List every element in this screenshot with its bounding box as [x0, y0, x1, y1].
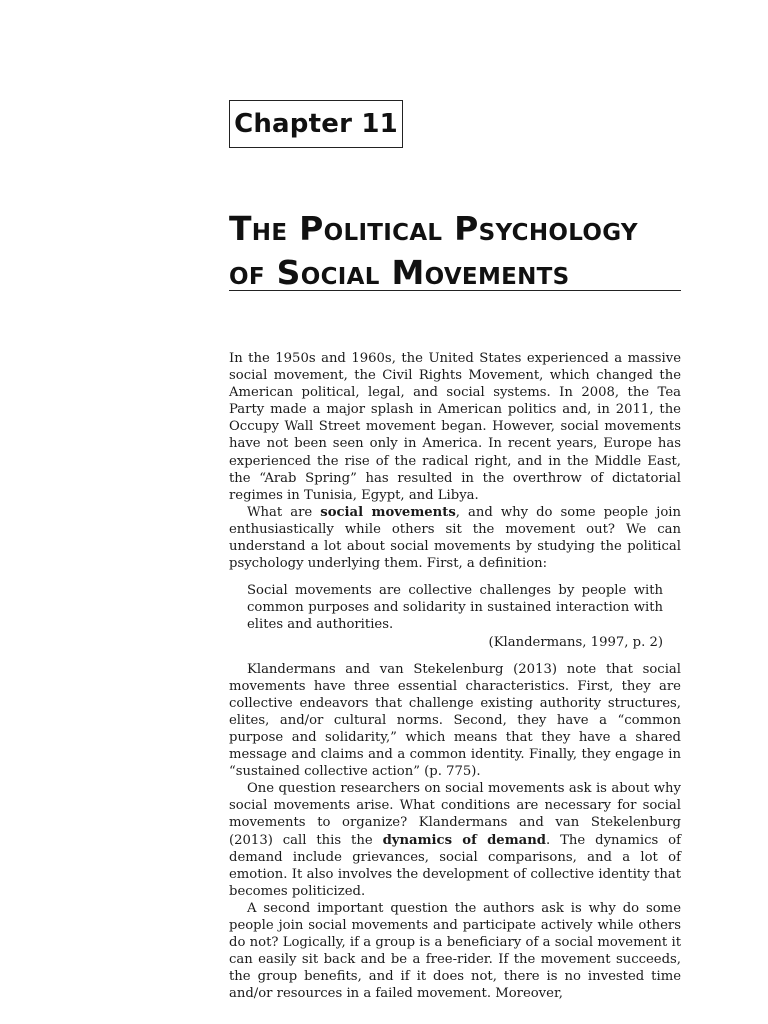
- paragraph-3: Klandermans and van Stekelenburg (2013) note that social movements have three essential characteristics. First, they are collective endeavors that challenge existing authority structures, elites, and/or cultural norms. Second, they have a “common purpose and solidarity,” which means that they have a shared message and claims and a common identity. Finally, they engage in “sustained collective action” (p. 775).: [229, 661, 681, 780]
- chapter-title-line-1: The Political Psychology: [229, 209, 638, 248]
- title-rule: [229, 290, 681, 291]
- paragraph-4: [229, 780, 681, 900]
- chapter-label-text: Chapter 11: [234, 109, 398, 139]
- term-social-movements: social movements: [320, 504, 456, 520]
- paragraph-4-text-a: One question researchers on social movements ask is about why social movements arise. What conditions are necessary for social movements to organize? Klandermans and van Stekelenburg (2013) call this the: [229, 781, 681, 848]
- chapter-label: [229, 100, 403, 148]
- block-quote: [247, 582, 663, 650]
- paragraph-2: [229, 504, 681, 572]
- chapter-title: [229, 207, 681, 295]
- paragraph-2-text-b: , and why do some people join enthusiastically while others sit the movement out? We can understand a lot about social movements by studying the political psychology underlying them. First, a definition:: [229, 504, 681, 572]
- paragraph-2-text-a: What are: [247, 504, 321, 520]
- paragraph-5: A second important question the authors ask is why do some people join social movements and participate actively while others do not? Logically, if a group is a beneficiary of a social movement it can easily sit back and be a free-rider. If the movement succeeds, the group benefits, and if it does not, there is no invested time and/or resources in a failed movement. Moreover,: [229, 900, 681, 1002]
- quote-text: Social movements are collective challenges by people with common purposes and solidarity in sustained interaction with elites and authorities.: [247, 583, 663, 633]
- term-dynamics-of-demand: dynamics of demand: [382, 832, 547, 848]
- paragraph-1: In the 1950s and 1960s, the United States experienced a massive social movement, the Civil Rights Movement, which changed the American political, legal, and social systems. In 2008, the Tea Party made a major splash in American politics and, in 2011, the Occupy Wall Street movement began. However, social movements have not been seen only in America. In recent years, Europe has experienced the rise of the radical right, and in the Middle East, the “Arab Spring” has resulted in the overthrow of dictatorial regimes in Tunisia, Egypt, and Libya.: [229, 351, 681, 503]
- body-text: [229, 350, 681, 1002]
- chapter-title-line-2: of Social Movements: [229, 253, 570, 292]
- quote-citation: (Klandermans, 1997, p. 2): [488, 634, 663, 650]
- paragraph-4-text-b: . The dynamics of demand include grievances, social comparisons, and a lot of emotion. It also involves the development of collective identity that becomes politicized.: [229, 832, 681, 899]
